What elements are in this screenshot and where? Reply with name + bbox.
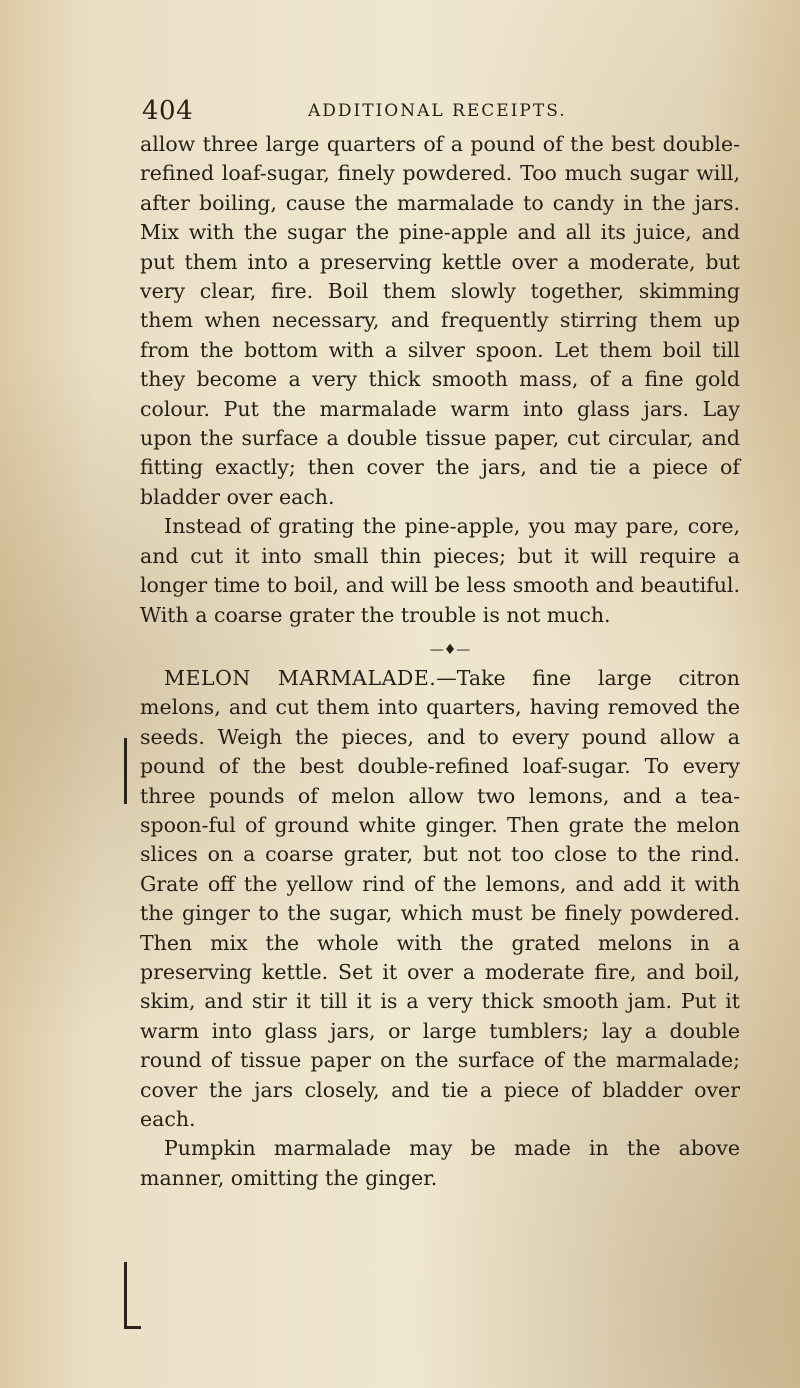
margin-bracket-bottom bbox=[124, 1262, 141, 1329]
margin-bracket-top bbox=[124, 738, 127, 804]
section-divider: —♦— bbox=[429, 641, 471, 658]
body-text bbox=[140, 130, 740, 1193]
page-number: 404 bbox=[142, 96, 194, 126]
recipe-title: MELON MARMALADE. bbox=[164, 665, 437, 690]
paragraph-continued: allow three large quarters of a pound of the best double-refined loaf-sugar, finely powdered. Too much sugar will, after boiling, cause the marmalade to candy in the jars. Mix with the sugar the pine-apple and all its juice, and put them into a preserving kettle over a moderate, but very clear, fire. Boil them slowly together, skimming them when necessary, and frequently stirring them up from the bottom with a silver spoon. Let them boil till they become a very thick smooth mass, of a fine gold colour. Put the marmalade warm into glass jars. Lay upon the surface a double tissue paper, cut circular, and fitting exactly; then cover the jars, and tie a piece of bladder over each. bbox=[140, 132, 740, 509]
recipe-pumpkin-note: Pumpkin marmalade may be made in the above manner, omitting the ginger. bbox=[140, 1136, 740, 1190]
paragraph-pineapple-note: Instead of grating the pine-apple, you may pare, core, and cut it into small thin pieces; but it will require a longer time to boil, and will be less smooth and beautiful. With a coarse grater the trouble is not much. bbox=[140, 514, 740, 627]
running-head bbox=[142, 96, 742, 132]
recipe-melon-marmalade bbox=[140, 664, 740, 1135]
recipe-body: —Take fine large citron melons, and cut them into quarters, having removed the seeds. Weigh the pieces, and to every pound allow a pound of the best double-refined loaf-sugar. To every three pounds of melon allow two lemons, and a tea-spoon-ful of ground white ginger. Then grate the melon slices on a coarse grater, but not too close to the rind. Grate off the yellow rind of the lemons, and add it with the ginger to the sugar, which must be finely powdered. Then mix the whole with the grated melons in a preserving kettle. Set it over a moderate fire, and boil, skim, and stir it till it is a very thick smooth jam. Put it warm into glass jars, or large tumblers; lay a double round of tissue paper on the surface of the marmalade; cover the jars closely, and tie a piece of bladder over each. bbox=[140, 665, 740, 1131]
running-head-title: ADDITIONAL RECEIPTS. bbox=[308, 101, 567, 121]
